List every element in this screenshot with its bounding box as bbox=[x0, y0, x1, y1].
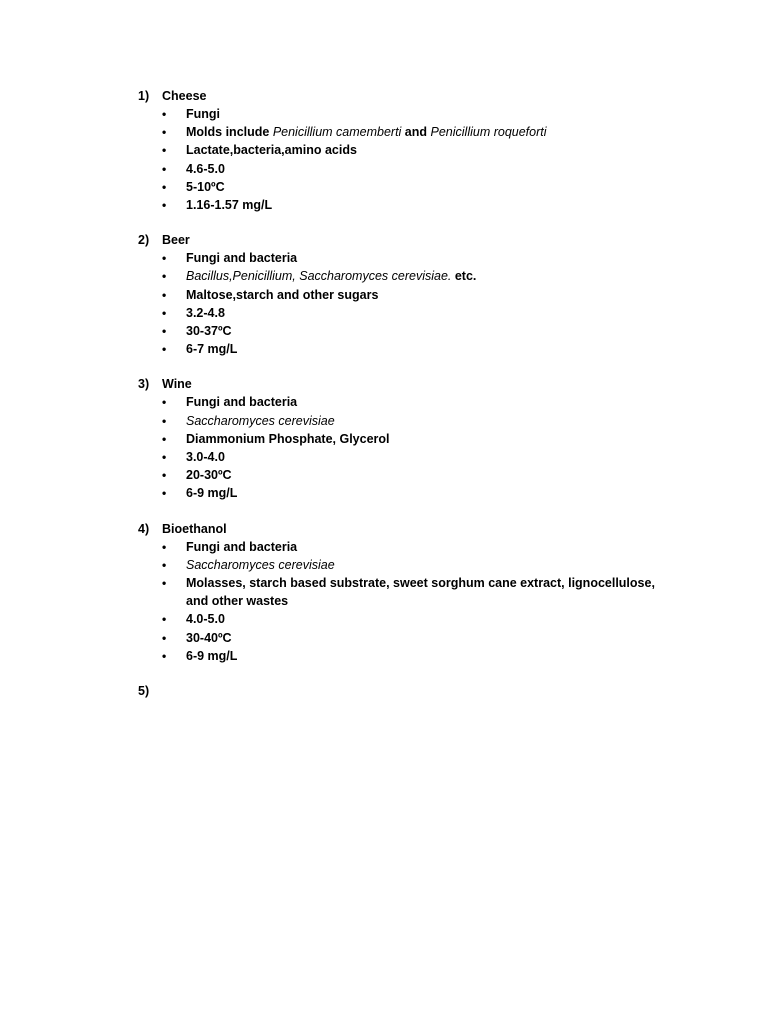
section-number: 4) bbox=[138, 521, 150, 536]
text-run: 30-37ºC bbox=[186, 324, 232, 339]
list-item bbox=[138, 196, 698, 214]
list-section bbox=[138, 682, 698, 700]
section-title: Cheese bbox=[162, 89, 207, 103]
section-number: 3) bbox=[138, 377, 150, 392]
bullet-icon: • bbox=[162, 107, 167, 121]
list-section bbox=[138, 520, 698, 665]
list-item bbox=[138, 574, 698, 610]
list-item bbox=[138, 412, 698, 430]
list-section bbox=[138, 231, 698, 358]
list-item-text bbox=[186, 393, 676, 411]
bullet-icon: • bbox=[162, 143, 167, 158]
list-item-text bbox=[186, 629, 676, 647]
bullet-icon: • bbox=[162, 305, 167, 320]
section-title bbox=[162, 682, 698, 700]
list-item bbox=[138, 448, 698, 466]
text-run: Molasses, starch based substrate, sweet sorghum cane extract, lignocellulose, and other wastes bbox=[186, 576, 655, 609]
text-run: etc. bbox=[451, 269, 477, 284]
bullet-icon: • bbox=[162, 630, 167, 645]
text-run: 4.0-5.0 bbox=[186, 612, 225, 627]
list-item-text bbox=[186, 647, 676, 665]
list-item bbox=[138, 141, 698, 159]
text-run: Lactate,bacteria,amino acids bbox=[186, 143, 357, 158]
section-number: 2) bbox=[138, 233, 150, 248]
bullet-icon: • bbox=[162, 161, 167, 176]
section-title: Bioethanol bbox=[162, 521, 227, 536]
italic-text: Saccharomyces cerevisiae bbox=[186, 557, 335, 572]
section-heading bbox=[138, 231, 698, 249]
bullet-icon: • bbox=[162, 269, 167, 284]
list-item bbox=[138, 340, 698, 358]
bullet-icon: • bbox=[162, 324, 167, 339]
list-item-text bbox=[186, 412, 676, 430]
bullet-icon: • bbox=[162, 648, 167, 663]
bullet-icon: • bbox=[162, 431, 167, 446]
list-item-text bbox=[186, 574, 676, 610]
text-run: and bbox=[401, 125, 431, 140]
list-item-text bbox=[186, 466, 676, 484]
list-item bbox=[138, 267, 698, 285]
list-item bbox=[138, 466, 698, 484]
text-run: 3.0-4.0 bbox=[186, 450, 225, 465]
bullet-icon: • bbox=[162, 450, 167, 465]
bullet-list bbox=[138, 105, 698, 214]
italic-text: Saccharomyces cerevisiae bbox=[186, 413, 335, 428]
text-run: 30-40ºC bbox=[186, 630, 232, 645]
list-item-text bbox=[186, 322, 676, 340]
italic-text: Penicillium roqueforti bbox=[430, 125, 547, 140]
text-run: 20-30ºC bbox=[186, 468, 232, 483]
text-run: 6-9 mg/L bbox=[186, 648, 238, 663]
text-run: 4.6-5.0 bbox=[186, 161, 225, 176]
list-item-text bbox=[186, 249, 676, 267]
text-run: Fungi and bacteria bbox=[186, 395, 298, 410]
italic-text: Penicillium camemberti bbox=[272, 125, 402, 140]
text-run: Maltose,starch and other sugars bbox=[186, 287, 379, 302]
text-run: 1.16-1.57 mg/L bbox=[186, 198, 273, 213]
bullet-icon: • bbox=[162, 287, 167, 302]
bullet-icon: • bbox=[162, 468, 167, 483]
section-heading bbox=[138, 520, 698, 538]
list-item bbox=[138, 430, 698, 448]
list-item-text bbox=[186, 430, 676, 448]
section-heading bbox=[138, 375, 698, 393]
text-run: 5-10ºC bbox=[186, 179, 225, 194]
list-item-text bbox=[186, 538, 676, 556]
list-item-text bbox=[186, 484, 676, 502]
section-heading bbox=[138, 87, 698, 105]
list-item bbox=[138, 484, 698, 502]
list-item bbox=[138, 322, 698, 340]
text-run: Molds include bbox=[186, 125, 273, 140]
bullet-list bbox=[138, 538, 698, 665]
bullet-icon: • bbox=[162, 413, 167, 428]
bullet-icon: • bbox=[162, 557, 167, 572]
bullet-icon: • bbox=[162, 395, 167, 410]
numbered-list bbox=[138, 87, 698, 717]
list-item-text bbox=[186, 123, 676, 141]
list-item bbox=[138, 538, 698, 556]
text-run: Fungi bbox=[186, 107, 221, 121]
bullet-icon: • bbox=[162, 125, 167, 140]
list-item bbox=[138, 556, 698, 574]
list-item-text bbox=[186, 448, 676, 466]
text-run: Fungi and bacteria bbox=[186, 251, 298, 266]
bullet-list bbox=[138, 249, 698, 358]
list-item-text bbox=[186, 556, 676, 574]
list-item bbox=[138, 610, 698, 628]
list-item-text bbox=[186, 105, 676, 123]
list-item-text bbox=[186, 196, 676, 214]
bullet-icon: • bbox=[162, 612, 167, 627]
italic-text: Bacillus,Penicillium, Saccharomyces cerevisiae. bbox=[186, 269, 452, 284]
list-item bbox=[138, 105, 698, 123]
section-title: Beer bbox=[162, 233, 190, 248]
list-item bbox=[138, 160, 698, 178]
list-item bbox=[138, 629, 698, 647]
list-item bbox=[138, 178, 698, 196]
section-number: 5) bbox=[138, 684, 150, 699]
bullet-icon: • bbox=[162, 179, 167, 194]
bullet-list bbox=[138, 393, 698, 502]
text-run: 6-9 mg/L bbox=[186, 486, 238, 501]
bullet-icon: • bbox=[162, 576, 167, 591]
bullet-icon: • bbox=[162, 539, 167, 554]
bullet-icon: • bbox=[162, 486, 167, 501]
bullet-icon: • bbox=[162, 342, 167, 357]
bullet-icon: • bbox=[162, 198, 167, 213]
list-section bbox=[138, 375, 698, 502]
list-item bbox=[138, 304, 698, 322]
list-item bbox=[138, 249, 698, 267]
list-section bbox=[138, 87, 698, 214]
section-heading bbox=[138, 682, 698, 700]
bullet-icon: • bbox=[162, 251, 167, 266]
list-item-text bbox=[186, 286, 676, 304]
list-item-text bbox=[186, 340, 676, 358]
text-run: 6-7 mg/L bbox=[186, 342, 238, 357]
list-item-text bbox=[186, 160, 676, 178]
list-item-text bbox=[186, 178, 676, 196]
list-item bbox=[138, 123, 698, 141]
list-item bbox=[138, 286, 698, 304]
text-run: Diammonium Phosphate, Glycerol bbox=[186, 431, 390, 446]
list-item-text bbox=[186, 141, 676, 159]
list-item-text bbox=[186, 267, 676, 285]
list-item-text bbox=[186, 304, 676, 322]
text-run: 3.2-4.8 bbox=[186, 305, 225, 320]
text-run: Fungi and bacteria bbox=[186, 539, 298, 554]
list-item-text bbox=[186, 610, 676, 628]
list-item bbox=[138, 393, 698, 411]
section-title: Wine bbox=[162, 377, 192, 392]
list-item bbox=[138, 647, 698, 665]
section-number: 1) bbox=[138, 89, 150, 103]
